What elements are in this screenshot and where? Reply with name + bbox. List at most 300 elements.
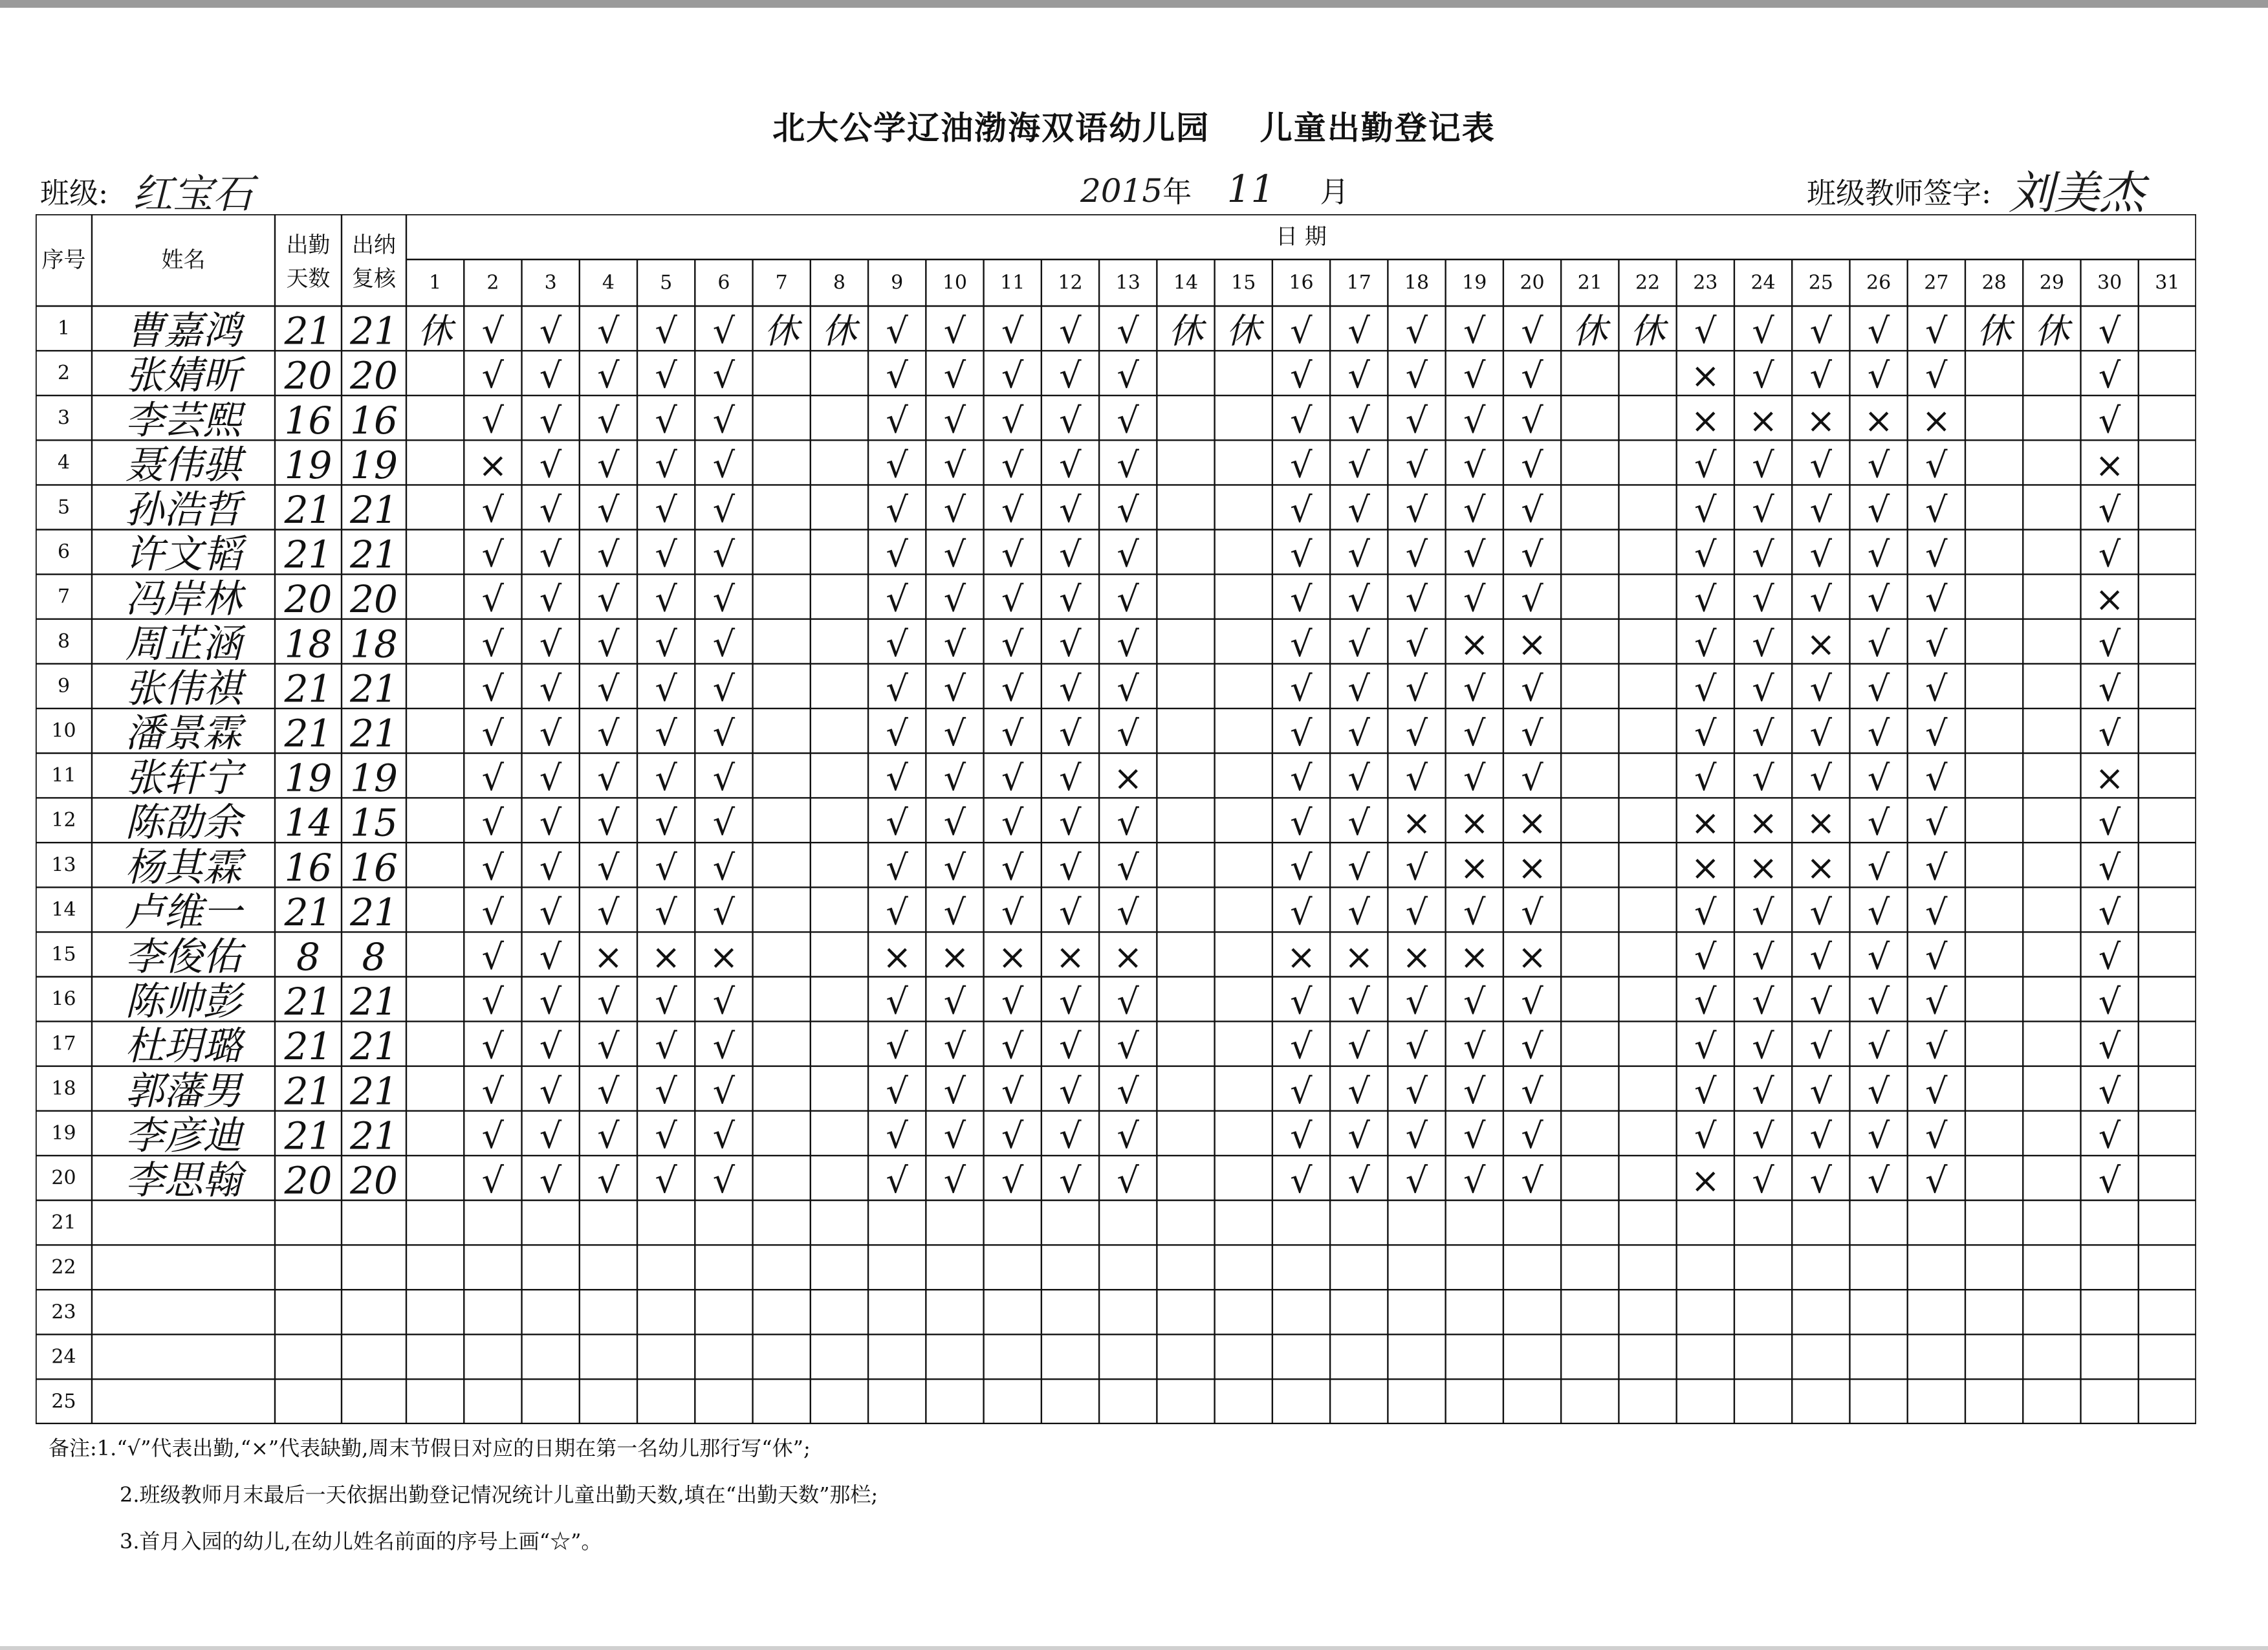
- absent-mark: ×: [1459, 623, 1489, 665]
- present-mark: √: [712, 1160, 736, 1201]
- row-index: 3: [57, 406, 71, 430]
- present-mark: √: [1059, 981, 1082, 1022]
- present-mark: √: [539, 892, 562, 933]
- present-mark: √: [1405, 578, 1428, 620]
- present-mark: √: [1405, 623, 1428, 665]
- present-mark: √: [1694, 892, 1717, 933]
- present-mark: √: [1694, 668, 1717, 709]
- present-mark: √: [1117, 534, 1139, 575]
- present-mark: √: [1809, 355, 1833, 397]
- attend-days-value: 20: [284, 353, 333, 398]
- present-mark: √: [481, 1160, 505, 1201]
- present-mark: √: [1463, 534, 1486, 575]
- review-value: 21: [350, 1114, 398, 1158]
- present-mark: √: [1290, 892, 1313, 933]
- holiday-mark: 休: [1168, 311, 1203, 352]
- present-mark: √: [539, 1115, 562, 1156]
- present-mark: √: [597, 668, 620, 709]
- present-mark: √: [655, 981, 677, 1022]
- present-mark: √: [2098, 712, 2121, 754]
- absent-mark: ×: [1806, 623, 1836, 665]
- present-mark: √: [1405, 1026, 1428, 1067]
- absent-mark: ×: [1690, 847, 1720, 888]
- present-mark: √: [1925, 623, 1948, 665]
- present-mark: √: [1925, 355, 1948, 397]
- present-mark: √: [1405, 668, 1428, 709]
- present-mark: √: [1925, 802, 1948, 844]
- present-mark: √: [943, 1026, 966, 1067]
- present-mark: √: [539, 758, 562, 799]
- present-mark: √: [1001, 712, 1024, 754]
- present-mark: √: [1521, 668, 1543, 709]
- present-mark: √: [481, 578, 505, 620]
- attend-days-value: 21: [284, 533, 333, 577]
- present-mark: √: [1809, 445, 1833, 486]
- present-mark: √: [1347, 758, 1370, 799]
- present-mark: √: [1059, 489, 1082, 531]
- present-mark: √: [1347, 311, 1370, 352]
- child-name: 聂伟骐: [125, 442, 242, 488]
- present-mark: √: [712, 355, 736, 397]
- present-mark: √: [1867, 1070, 1890, 1112]
- present-mark: √: [1405, 981, 1428, 1022]
- present-mark: √: [1290, 1026, 1313, 1067]
- present-mark: √: [1925, 1115, 1948, 1156]
- present-mark: √: [1117, 1115, 1139, 1156]
- header-day: 29: [2039, 271, 2064, 294]
- header-day: 24: [1750, 271, 1776, 294]
- absent-mark: ×: [1517, 623, 1547, 665]
- present-mark: √: [712, 445, 736, 486]
- present-mark: √: [1752, 489, 1774, 531]
- present-mark: √: [1059, 311, 1082, 352]
- absent-mark: ×: [1690, 400, 1720, 441]
- present-mark: √: [886, 981, 908, 1022]
- present-mark: √: [1117, 400, 1139, 441]
- present-mark: √: [1117, 445, 1139, 486]
- present-mark: √: [2098, 534, 2121, 575]
- present-mark: √: [712, 847, 736, 888]
- present-mark: √: [1694, 1070, 1717, 1112]
- present-mark: √: [1347, 355, 1370, 397]
- present-mark: √: [2098, 981, 2121, 1022]
- present-mark: √: [1117, 892, 1139, 933]
- present-mark: √: [1290, 445, 1313, 486]
- present-mark: √: [1001, 311, 1024, 352]
- header-attend-days: 出勤: [286, 232, 331, 258]
- present-mark: √: [712, 758, 736, 799]
- month-unit: 月: [1320, 175, 1349, 209]
- present-mark: √: [1752, 1070, 1774, 1112]
- review-value: 19: [350, 756, 398, 800]
- present-mark: √: [943, 623, 966, 665]
- present-mark: √: [1694, 623, 1717, 665]
- present-mark: √: [1521, 1115, 1543, 1156]
- present-mark: √: [597, 578, 620, 620]
- present-mark: √: [712, 534, 736, 575]
- header-review: 出纳: [352, 232, 396, 258]
- absent-mark: ×: [1864, 400, 1893, 441]
- present-mark: √: [481, 668, 505, 709]
- absent-mark: ×: [1113, 936, 1143, 978]
- present-mark: √: [1059, 847, 1082, 888]
- present-mark: √: [1117, 1160, 1139, 1201]
- present-mark: √: [2098, 1070, 2121, 1112]
- child-name: 李俊佑: [125, 934, 242, 980]
- present-mark: √: [1867, 311, 1890, 352]
- present-mark: √: [712, 712, 736, 754]
- present-mark: √: [1752, 892, 1774, 933]
- present-mark: √: [2098, 668, 2121, 709]
- absent-mark: ×: [1402, 802, 1432, 844]
- child-name: 杜玥璐: [125, 1024, 242, 1070]
- present-mark: √: [1347, 400, 1370, 441]
- present-mark: √: [1347, 623, 1370, 665]
- present-mark: √: [2098, 1026, 2121, 1067]
- present-mark: √: [539, 578, 562, 620]
- header-day: 11: [1000, 271, 1025, 294]
- present-mark: √: [1001, 758, 1024, 799]
- present-mark: √: [1117, 802, 1139, 844]
- present-mark: √: [1001, 847, 1024, 888]
- present-mark: √: [943, 1070, 966, 1112]
- present-mark: √: [1405, 534, 1428, 575]
- child-name: 张伟祺: [125, 666, 242, 712]
- present-mark: √: [1694, 445, 1717, 486]
- present-mark: √: [1347, 1160, 1370, 1201]
- present-mark: √: [597, 802, 620, 844]
- child-name: 孙浩哲: [125, 487, 242, 533]
- present-mark: √: [886, 847, 908, 888]
- present-mark: √: [1001, 623, 1024, 665]
- present-mark: √: [1867, 892, 1890, 933]
- holiday-mark: 休: [764, 311, 800, 352]
- present-mark: √: [597, 534, 620, 575]
- present-mark: √: [1694, 311, 1717, 352]
- absent-mark: ×: [1344, 936, 1374, 978]
- present-mark: √: [712, 668, 736, 709]
- present-mark: √: [1463, 1026, 1486, 1067]
- present-mark: √: [1925, 758, 1948, 799]
- present-mark: √: [1463, 578, 1486, 620]
- present-mark: √: [1117, 623, 1139, 665]
- present-mark: √: [886, 311, 908, 352]
- present-mark: √: [539, 981, 562, 1022]
- present-mark: √: [1752, 712, 1774, 754]
- present-mark: √: [943, 489, 966, 531]
- present-mark: √: [539, 847, 562, 888]
- holiday-mark: 休: [822, 311, 857, 352]
- present-mark: √: [1867, 758, 1890, 799]
- present-mark: √: [1001, 489, 1024, 531]
- present-mark: √: [1290, 534, 1313, 575]
- absent-mark: ×: [1806, 400, 1836, 441]
- present-mark: √: [712, 400, 736, 441]
- present-mark: √: [1752, 758, 1774, 799]
- header-day: 25: [1808, 271, 1833, 294]
- present-mark: √: [1463, 668, 1486, 709]
- present-mark: √: [886, 1160, 908, 1201]
- child-name: 冯岸林: [125, 577, 242, 622]
- present-mark: √: [655, 668, 677, 709]
- present-mark: √: [1347, 534, 1370, 575]
- absent-mark: ×: [1921, 400, 1951, 441]
- present-mark: √: [597, 847, 620, 888]
- attend-days-value: 21: [284, 666, 333, 711]
- present-mark: √: [943, 311, 966, 352]
- row-index: 15: [51, 943, 76, 966]
- child-name: 李彦迪: [125, 1113, 242, 1159]
- present-mark: √: [1752, 1160, 1774, 1201]
- row-index: 25: [51, 1390, 76, 1413]
- row-index: 8: [57, 630, 71, 653]
- header-day: 19: [1462, 271, 1487, 294]
- header-review: 复核: [352, 266, 396, 292]
- holiday-mark: 休: [1226, 311, 1261, 352]
- review-value: 16: [350, 845, 398, 890]
- present-mark: √: [1347, 1115, 1370, 1156]
- present-mark: √: [1809, 1026, 1833, 1067]
- present-mark: √: [481, 981, 505, 1022]
- attend-days-value: 21: [284, 1069, 333, 1114]
- present-mark: √: [1809, 311, 1833, 352]
- present-mark: √: [886, 758, 908, 799]
- present-mark: √: [1867, 668, 1890, 709]
- present-mark: √: [1521, 311, 1543, 352]
- present-mark: √: [1059, 355, 1082, 397]
- present-mark: √: [481, 712, 505, 754]
- present-mark: √: [1809, 1160, 1833, 1201]
- absent-mark: ×: [1748, 400, 1778, 441]
- present-mark: √: [481, 534, 505, 575]
- present-mark: √: [1694, 534, 1717, 575]
- present-mark: √: [1463, 445, 1486, 486]
- header-attend-days: 天数: [286, 266, 331, 292]
- present-mark: √: [886, 668, 908, 709]
- present-mark: √: [655, 892, 677, 933]
- present-mark: √: [1867, 578, 1890, 620]
- present-mark: √: [1463, 400, 1486, 441]
- present-mark: √: [1925, 936, 1948, 978]
- row-index: 1: [57, 317, 71, 340]
- child-name: 李芸熙: [125, 397, 242, 443]
- present-mark: √: [481, 311, 505, 352]
- header-day: 15: [1231, 271, 1256, 294]
- present-mark: √: [1925, 668, 1948, 709]
- present-mark: √: [481, 355, 505, 397]
- present-mark: √: [1809, 712, 1833, 754]
- present-mark: √: [1752, 623, 1774, 665]
- present-mark: √: [1405, 1115, 1428, 1156]
- present-mark: √: [1405, 311, 1428, 352]
- present-mark: √: [655, 1115, 677, 1156]
- present-mark: √: [1925, 1026, 1948, 1067]
- present-mark: √: [1290, 355, 1313, 397]
- present-mark: √: [481, 892, 505, 933]
- header-day: 27: [1924, 271, 1949, 294]
- present-mark: √: [597, 489, 620, 531]
- present-mark: √: [943, 1115, 966, 1156]
- class-value: 红宝石: [133, 170, 254, 217]
- present-mark: √: [1521, 892, 1543, 933]
- row-index: 19: [51, 1121, 76, 1145]
- present-mark: √: [1059, 578, 1082, 620]
- present-mark: √: [539, 1026, 562, 1067]
- present-mark: √: [1347, 578, 1370, 620]
- present-mark: √: [712, 981, 736, 1022]
- row-index: 23: [51, 1301, 76, 1324]
- present-mark: √: [1867, 623, 1890, 665]
- present-mark: √: [655, 623, 677, 665]
- holiday-mark: 休: [1976, 311, 2012, 352]
- attend-days-value: 19: [284, 756, 333, 800]
- present-mark: √: [481, 1115, 505, 1156]
- present-mark: √: [597, 892, 620, 933]
- present-mark: √: [1059, 802, 1082, 844]
- present-mark: √: [597, 758, 620, 799]
- present-mark: √: [886, 802, 908, 844]
- attend-days-value: 20: [284, 1158, 333, 1203]
- present-mark: √: [886, 578, 908, 620]
- absent-mark: ×: [1459, 802, 1489, 844]
- present-mark: √: [943, 892, 966, 933]
- present-mark: √: [597, 1026, 620, 1067]
- present-mark: √: [1463, 311, 1486, 352]
- present-mark: √: [655, 847, 677, 888]
- review-value: 21: [350, 711, 398, 756]
- present-mark: √: [1694, 712, 1717, 754]
- absent-mark: ×: [1690, 1160, 1720, 1201]
- present-mark: √: [1694, 758, 1717, 799]
- review-value: 19: [350, 443, 398, 487]
- present-mark: √: [712, 623, 736, 665]
- present-mark: √: [1925, 489, 1948, 531]
- present-mark: √: [597, 1070, 620, 1112]
- present-mark: √: [1925, 445, 1948, 486]
- attend-days-value: 14: [284, 800, 333, 845]
- present-mark: √: [943, 758, 966, 799]
- present-mark: √: [712, 1070, 736, 1112]
- present-mark: √: [1694, 981, 1717, 1022]
- present-mark: √: [1347, 847, 1370, 888]
- absent-mark: ×: [478, 445, 508, 486]
- row-index: 20: [51, 1166, 76, 1189]
- header-day: 7: [775, 271, 788, 294]
- present-mark: √: [597, 712, 620, 754]
- absent-mark: ×: [2095, 578, 2124, 620]
- attend-days-value: 21: [284, 890, 333, 934]
- row-index: 18: [51, 1077, 76, 1100]
- present-mark: √: [1347, 712, 1370, 754]
- child-name: 陈劭余: [125, 800, 242, 846]
- child-name: 周芷涵: [125, 621, 242, 667]
- absent-mark: ×: [1402, 936, 1432, 978]
- attend-days-value: 21: [284, 487, 333, 532]
- present-mark: √: [1347, 1026, 1370, 1067]
- present-mark: √: [1463, 892, 1486, 933]
- present-mark: √: [655, 489, 677, 531]
- present-mark: √: [1405, 758, 1428, 799]
- present-mark: √: [597, 1160, 620, 1201]
- present-mark: √: [655, 445, 677, 486]
- header-day: 5: [660, 271, 673, 294]
- present-mark: √: [1059, 668, 1082, 709]
- present-mark: √: [539, 534, 562, 575]
- present-mark: √: [943, 578, 966, 620]
- present-mark: √: [712, 802, 736, 844]
- present-mark: √: [1290, 802, 1313, 844]
- present-mark: √: [1752, 1115, 1774, 1156]
- child-name: 卢维一: [125, 889, 242, 935]
- header-day: 30: [2097, 271, 2122, 294]
- child-name: 李思翰: [125, 1158, 242, 1204]
- present-mark: √: [1001, 1070, 1024, 1112]
- review-value: 20: [350, 353, 398, 398]
- present-mark: √: [1405, 712, 1428, 754]
- present-mark: √: [1925, 534, 1948, 575]
- absent-mark: ×: [1113, 758, 1143, 799]
- note-2: 2.班级教师月末最后一天依据出勤登记情况统计儿童出勤天数,填在“出勤天数”那栏;: [120, 1482, 878, 1507]
- present-mark: √: [1405, 847, 1428, 888]
- absent-mark: ×: [1517, 847, 1547, 888]
- present-mark: √: [943, 534, 966, 575]
- header-date: 日 期: [1276, 224, 1327, 250]
- present-mark: √: [539, 311, 562, 352]
- present-mark: √: [886, 1115, 908, 1156]
- present-mark: √: [655, 578, 677, 620]
- attend-days-value: 21: [284, 711, 333, 756]
- present-mark: √: [1752, 534, 1774, 575]
- present-mark: √: [1521, 758, 1543, 799]
- present-mark: √: [1463, 712, 1486, 754]
- absent-mark: ×: [1286, 936, 1316, 978]
- absent-mark: ×: [882, 936, 912, 978]
- absent-mark: ×: [1459, 936, 1489, 978]
- present-mark: √: [2098, 623, 2121, 665]
- present-mark: √: [539, 1070, 562, 1112]
- present-mark: √: [1867, 1026, 1890, 1067]
- present-mark: √: [1059, 758, 1082, 799]
- attend-days-value: 20: [284, 577, 333, 622]
- present-mark: √: [1405, 445, 1428, 486]
- present-mark: √: [1463, 1160, 1486, 1201]
- present-mark: √: [1867, 712, 1890, 754]
- present-mark: √: [1290, 1070, 1313, 1112]
- present-mark: √: [655, 1070, 677, 1112]
- header-day: 10: [942, 271, 968, 294]
- present-mark: √: [2098, 936, 2121, 978]
- present-mark: √: [539, 623, 562, 665]
- note-1: 备注:1.“√”代表出勤,“×”代表缺勤,周末节假日对应的日期在第一名幼儿那行写“休”;: [49, 1436, 811, 1460]
- present-mark: √: [886, 400, 908, 441]
- absent-mark: ×: [2095, 758, 2124, 799]
- row-index: 24: [51, 1345, 76, 1369]
- child-name: 张轩宁: [125, 755, 242, 801]
- present-mark: √: [1809, 936, 1833, 978]
- review-value: 20: [350, 577, 398, 622]
- present-mark: √: [1463, 355, 1486, 397]
- present-mark: √: [1117, 355, 1139, 397]
- present-mark: √: [1117, 578, 1139, 620]
- present-mark: √: [539, 400, 562, 441]
- header-day: 16: [1289, 271, 1314, 294]
- present-mark: √: [1694, 489, 1717, 531]
- present-mark: √: [1809, 892, 1833, 933]
- absent-mark: ×: [1517, 802, 1547, 844]
- present-mark: √: [1867, 489, 1890, 531]
- present-mark: √: [539, 712, 562, 754]
- present-mark: √: [1867, 847, 1890, 888]
